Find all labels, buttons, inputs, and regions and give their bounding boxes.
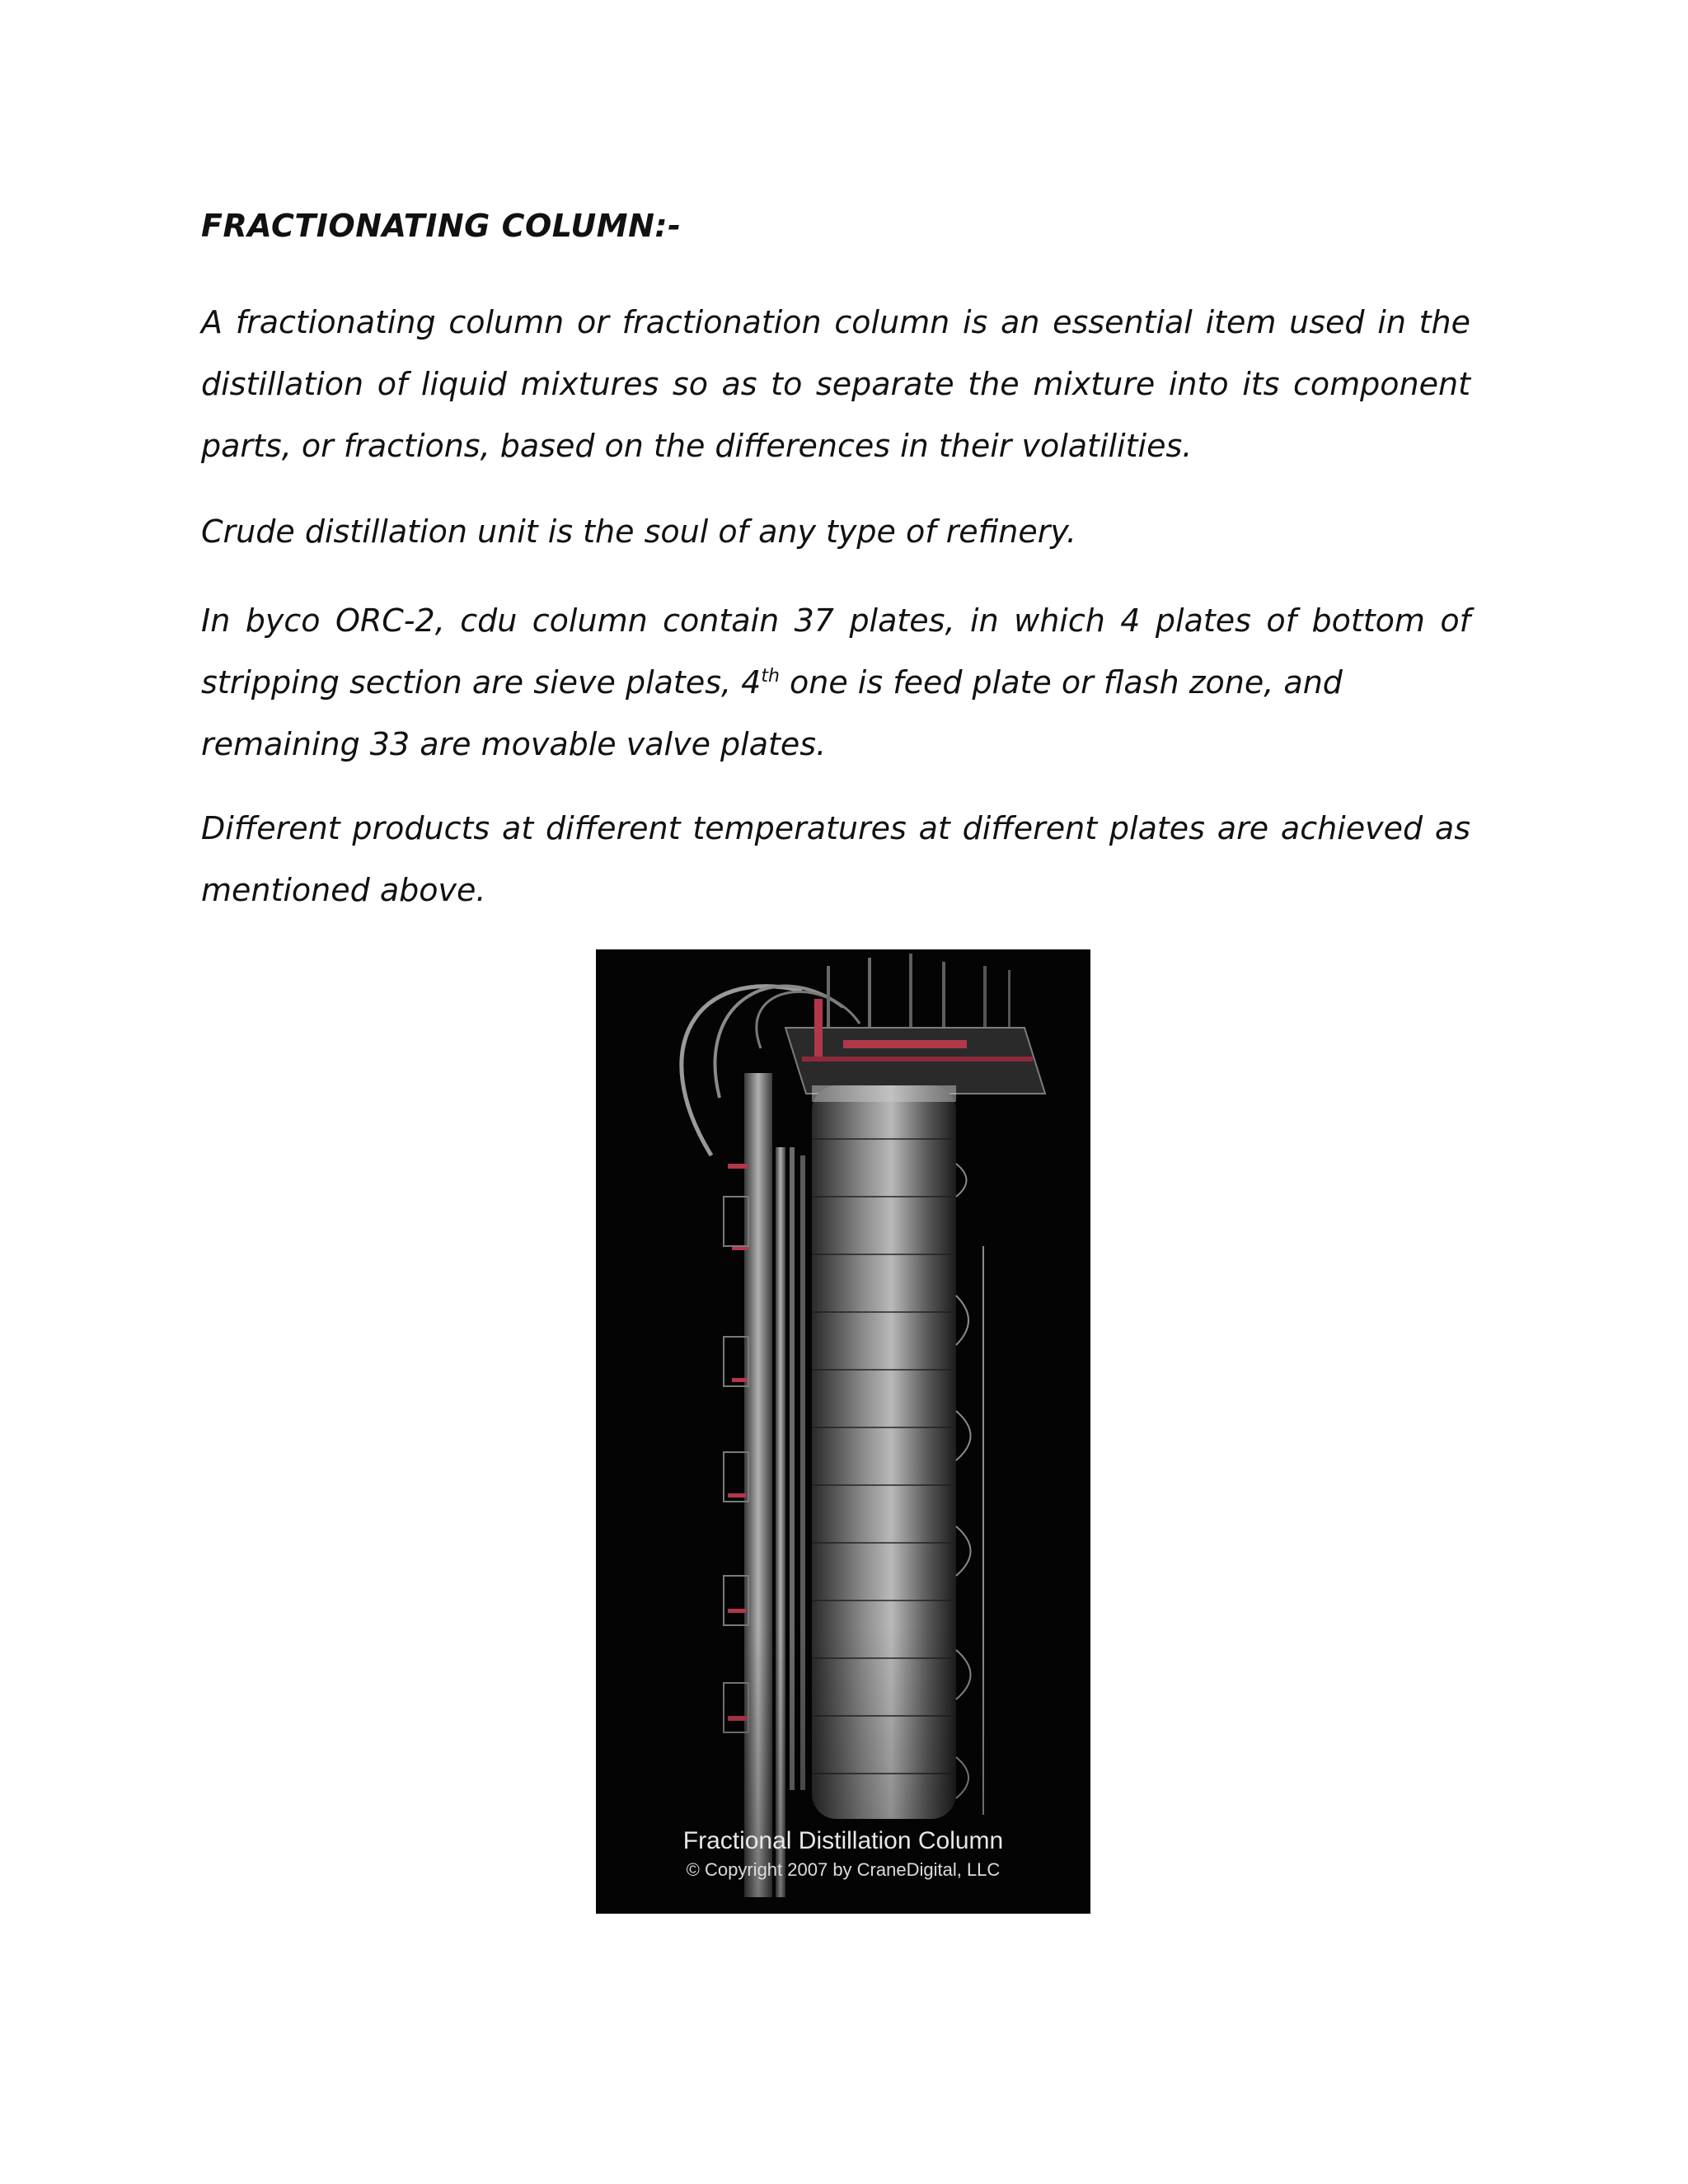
line-text: one is feed plate or flash zone, and xyxy=(779,664,1343,701)
column-illustration xyxy=(596,949,1090,1914)
paragraph-line xyxy=(201,652,1470,714)
paragraph-definition xyxy=(201,292,1470,477)
paragraph-line: In byco ORC-2, cdu column contain 37 plates, in which 4 plates of bottom of xyxy=(201,602,1470,639)
paragraph-line: Crude distillation unit is the soul of any type of refinery. xyxy=(201,513,1076,550)
superscript-ordinal: th xyxy=(761,666,780,687)
paragraph-line: Different products at different temperatures at different plates are achieved as xyxy=(201,810,1470,846)
distillation-column-image xyxy=(596,949,1090,1914)
paragraph-line: parts, or fractions, based on the differences in their volatilities. xyxy=(201,428,1193,464)
line-text: stripping section are sieve plates, 4 xyxy=(201,664,762,701)
image-caption-copyright: © Copyright 2007 by CraneDigital, LLC xyxy=(686,1859,1001,1880)
paragraph-line: A fractionating column or fractionation column is an essential item used in the xyxy=(201,304,1470,340)
image-caption-title: Fractional Distillation Column xyxy=(682,1827,1004,1854)
paragraph-plates xyxy=(201,590,1470,776)
paragraph-line: mentioned above. xyxy=(201,872,486,908)
paragraph-line: distillation of liquid mixtures so as to separate the mixture into its component xyxy=(201,366,1470,402)
paragraph-crude-unit xyxy=(201,501,1470,563)
paragraph-products xyxy=(201,798,1470,921)
section-heading: FRACTIONATING COLUMN:- xyxy=(201,208,682,244)
paragraph-line: remaining 33 are movable valve plates. xyxy=(201,726,827,762)
